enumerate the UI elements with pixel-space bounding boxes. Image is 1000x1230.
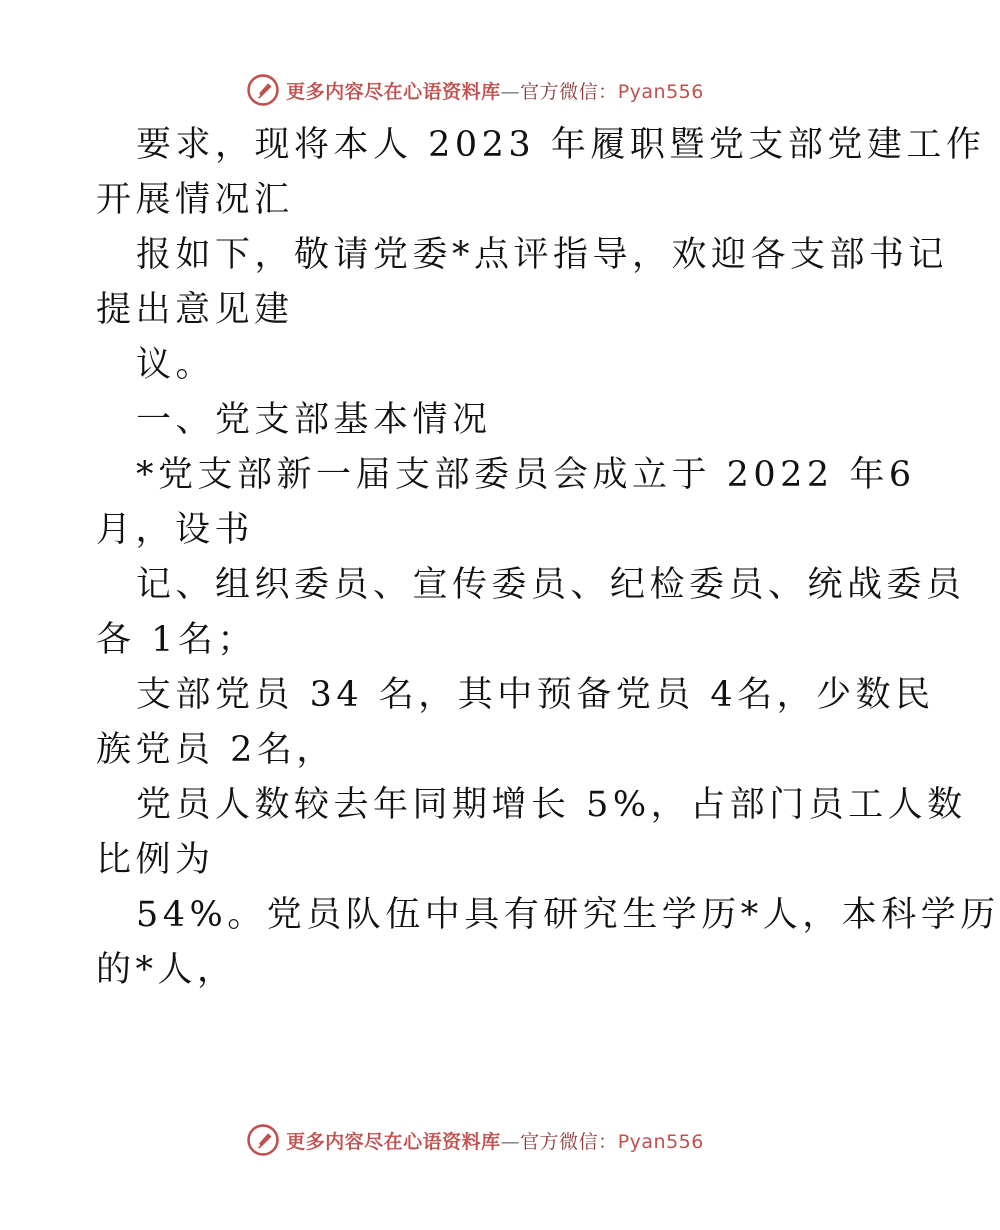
footer-watermark: [0, 1120, 950, 1160]
document-body: [96, 118, 1000, 998]
body-line: 族党员 2名，: [96, 730, 336, 770]
pen-nib-logo-icon: [246, 73, 280, 107]
watermark-official-label: 官方微信：: [520, 80, 618, 103]
body-line: 54%。党员队伍中具有研究生学历*人，本科学历: [136, 895, 1000, 935]
watermark-account: Pyan556: [617, 1130, 704, 1153]
watermark-text: [286, 1127, 704, 1154]
body-line: 的*人，: [96, 950, 237, 990]
body-line: 各 1名；: [96, 620, 257, 660]
watermark-official-label: 官方微信：: [520, 1130, 618, 1153]
watermark-dash: —: [500, 80, 521, 103]
header-watermark: [0, 70, 950, 110]
body-line: 比例为: [96, 840, 215, 880]
body-line: 报如下，敬请党委*点评指导，欢迎各支部书记: [136, 235, 949, 275]
body-line: 议。: [136, 345, 216, 385]
pen-nib-logo-icon: [246, 1123, 280, 1157]
body-line: 月，设书: [96, 510, 255, 550]
body-line: *党支部新一届支部委员会成立于 2022 年6: [136, 455, 916, 495]
body-line: 记、组织委员、宣传委员、纪检委员、统战委员: [136, 565, 966, 605]
watermark-text: [286, 77, 704, 104]
body-line: 开展情况汇: [96, 180, 294, 220]
watermark-site-text: 更多内容尽在心语资料库: [286, 80, 501, 103]
section-heading: 一、党支部基本情况: [136, 400, 492, 440]
body-line: 要求，现将本人 2023 年履职暨党支部党建工作: [136, 125, 986, 165]
watermark-account: Pyan556: [617, 80, 704, 103]
watermark-dash: —: [500, 1130, 521, 1153]
watermark-site-text: 更多内容尽在心语资料库: [286, 1130, 501, 1153]
body-line: 支部党员 34 名，其中预备党员 4名，少数民: [136, 675, 935, 715]
body-line: 党员人数较去年同期增长 5%，占部门员工人数: [136, 785, 967, 825]
body-line: 提出意见建: [96, 290, 294, 330]
